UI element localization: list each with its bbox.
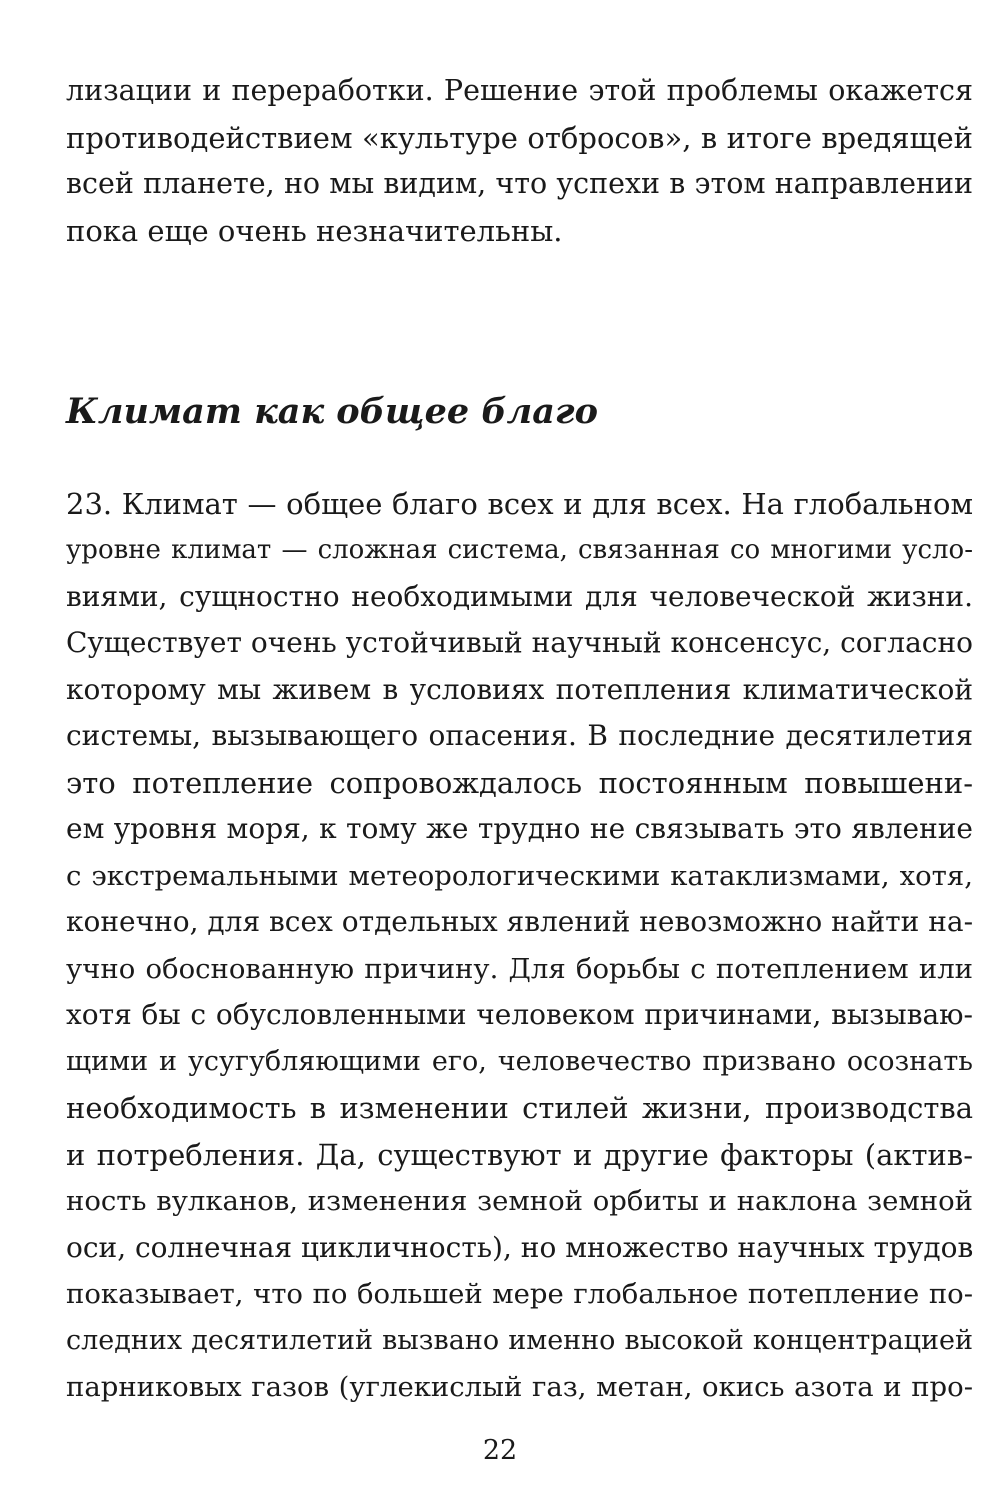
body-text-line: противодействием «культуре отбросов», в итоге вредящей [66,121,973,155]
body-text-line: показывает, что по большей мере глобальное потепление по- [66,1278,973,1310]
body-text-line: и потребления. Да, существуют и другие факторы (актив- [66,1138,973,1172]
body-text-line: виями, сущностно необходимыми для человеческой жизни. [66,580,973,613]
body-text-line: уровне климат — сложная система, связанная со многими усло- [66,535,973,565]
body-text-line: хотя бы с обусловленными человеком причинами, вызываю- [66,998,973,1031]
body-text-line: 23. Климат — общее благо всех и для всех. На глобальном [66,487,973,521]
body-text-line: лизации и переработки. Решение этой проблемы окажется [66,74,973,107]
body-text-line: конечно, для всех отдельных явлений невозможно найти на- [66,905,974,938]
page-number: 22 [482,1435,518,1466]
body-text-line: это потепление сопровождалось постоянным повышени- [66,766,973,800]
body-text-line: с экстремальными метеорологическими катаклизмами, хотя, [66,860,973,892]
section-heading: Климат как общее благо [66,391,598,432]
body-text-line: необходимость в изменении стилей жизни, производства [66,1091,973,1125]
body-text-line: парниковых газов (углекислый газ, метан, окись азота и про- [66,1371,973,1403]
body-text-line: ность вулканов, изменения земной орбиты и наклона земной [66,1185,973,1217]
body-text-line: учно обоснованную причину. Для борьбы с потеплением или [66,953,973,985]
body-text-line: щими и усугубляющими его, человечество призвано осознать [66,1046,973,1077]
body-text-line: системы, вызывающего опасения. В последние десятилетия [66,719,973,752]
body-text-line: следних десятилетий вызвано именно высокой концентрацией [66,1325,973,1356]
body-text-line: ем уровня моря, к тому же трудно не связывать это явление [66,812,973,845]
body-text-line: Существует очень устойчивый научный консенсус, согласно [66,626,973,659]
body-text-line: всей планете, но мы видим, что успехи в этом направлении [66,167,973,200]
body-text-line: пока еще очень незначительны. [66,214,563,248]
body-text-line: оси, солнечная цикличность), но множество научных трудов [66,1231,974,1264]
body-text-line: которому мы живем в условиях потепления климатической [66,673,973,706]
